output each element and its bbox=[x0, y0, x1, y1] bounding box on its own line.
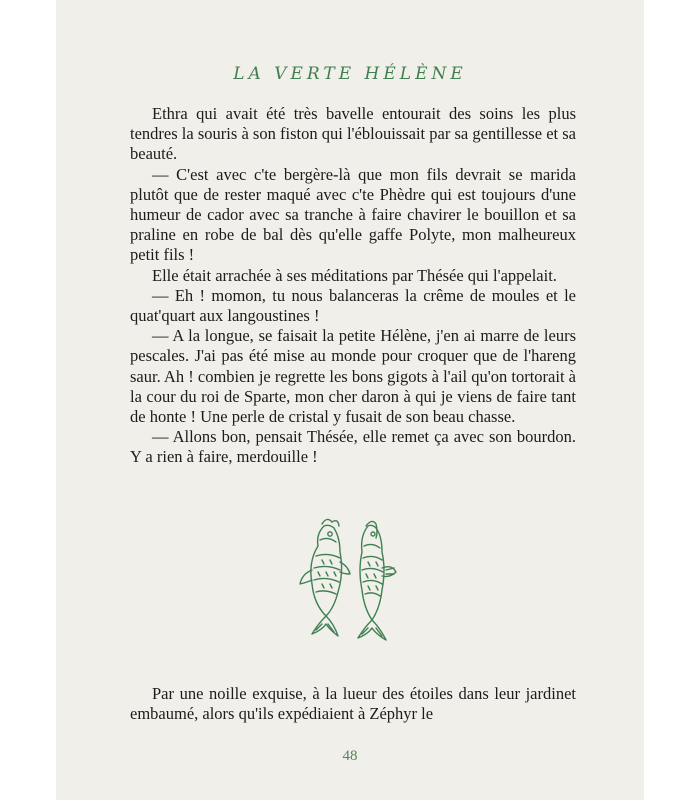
paragraph: — A la longue, se faisait la petite Hélène, j'en ai marre de leurs pescales. J'ai pas été mise au monde pour croquer que de l'hareng saur. Ah ! combien je regrette les bons gigots à l'ail qu'on tortorait à la cour du roi de Sparte, mon cher daron à qui je viens de faire tant de honte ! Une perle de cristal y fusait de son beau chasse. bbox=[130, 326, 576, 427]
paragraph: — Allons bon, pensait Thésée, elle remet ça avec son bourdon. Y a rien à faire, merdouille ! bbox=[130, 427, 576, 467]
body-text bbox=[130, 104, 576, 468]
paragraph: Elle était arrachée à ses méditations par Thésée qui l'appelait. bbox=[152, 265, 557, 285]
paragraph: Ethra qui avait été très bavelle entourait des soins les plus tendres la souris à son fiston qui l'éblouissait par sa gentillesse et sa beauté. bbox=[130, 104, 576, 164]
page-number: 48 bbox=[342, 748, 358, 764]
paragraph: — Eh ! momon, tu nous balanceras la crême de moules et le quat'quart aux langoustines ! bbox=[130, 285, 576, 326]
paragraph: — C'est avec c'te bergère-là que mon fils devrait se marida plutôt que de rester maqué avec c'te Phèdre qui est toujours d'une humeur de cador avec sa tranche à faire chavirer le bouillon et sa praline en robe de bal dès qu'elle gaffe Polyte, mon malheureux petit fils ! bbox=[130, 164, 576, 265]
book-page bbox=[56, 0, 644, 800]
paragraph: Par une noille exquise, à la lueur des étoiles dans leur jardinet embaumé, alors qu'ils expédiaient à Zéphyr le bbox=[130, 684, 576, 724]
running-head: LA VERTE HÉLÈNE bbox=[233, 64, 467, 84]
closing-text bbox=[130, 684, 576, 724]
two-fish-illustration bbox=[294, 512, 404, 652]
